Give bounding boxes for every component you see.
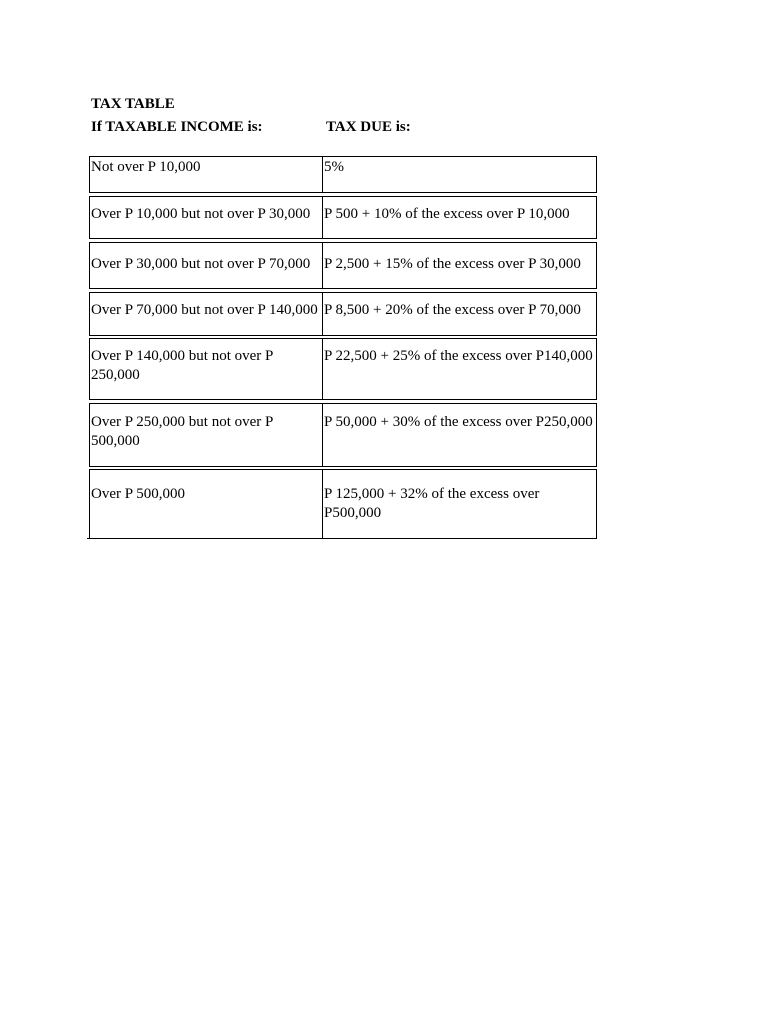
income-bracket-cell: Over P 30,000 but not over P 70,000 xyxy=(89,242,323,289)
tax-due-cell: P 2,500 + 15% of the excess over P 30,000 xyxy=(323,242,597,289)
table-row xyxy=(89,469,597,539)
column-header-tax-due: TAX DUE is: xyxy=(326,119,411,135)
income-bracket-cell: Not over P 10,000 xyxy=(89,156,323,193)
tax-due-cell: P 50,000 + 30% of the excess over P250,000 xyxy=(323,403,597,467)
income-bracket-cell: Over P 140,000 but not over P 250,000 xyxy=(89,338,323,400)
column-header-taxable-income: If TAXABLE INCOME is: xyxy=(91,119,263,135)
page-title: TAX TABLE xyxy=(91,96,175,112)
income-bracket-cell: Over P 250,000 but not over P 500,000 xyxy=(89,403,323,467)
income-bracket-cell: Over P 70,000 but not over P 140,000 xyxy=(89,292,323,336)
tax-due-cell: 5% xyxy=(323,156,597,193)
table-row xyxy=(89,338,597,400)
table-row xyxy=(89,242,597,289)
table-row xyxy=(89,403,597,467)
tax-due-cell: P 8,500 + 20% of the excess over P 70,000 xyxy=(323,292,597,336)
tax-due-cell: P 125,000 + 32% of the excess over P500,000 xyxy=(323,469,597,539)
table-row xyxy=(89,292,597,336)
income-bracket-cell: Over P 500,000 xyxy=(89,469,323,539)
tax-due-cell: P 22,500 + 25% of the excess over P140,000 xyxy=(323,338,597,400)
table-border-tick xyxy=(87,538,91,539)
tax-due-cell: P 500 + 10% of the excess over P 10,000 xyxy=(323,196,597,239)
income-bracket-cell: Over P 10,000 but not over P 30,000 xyxy=(89,196,323,239)
table-row xyxy=(89,156,597,193)
table-row xyxy=(89,196,597,239)
